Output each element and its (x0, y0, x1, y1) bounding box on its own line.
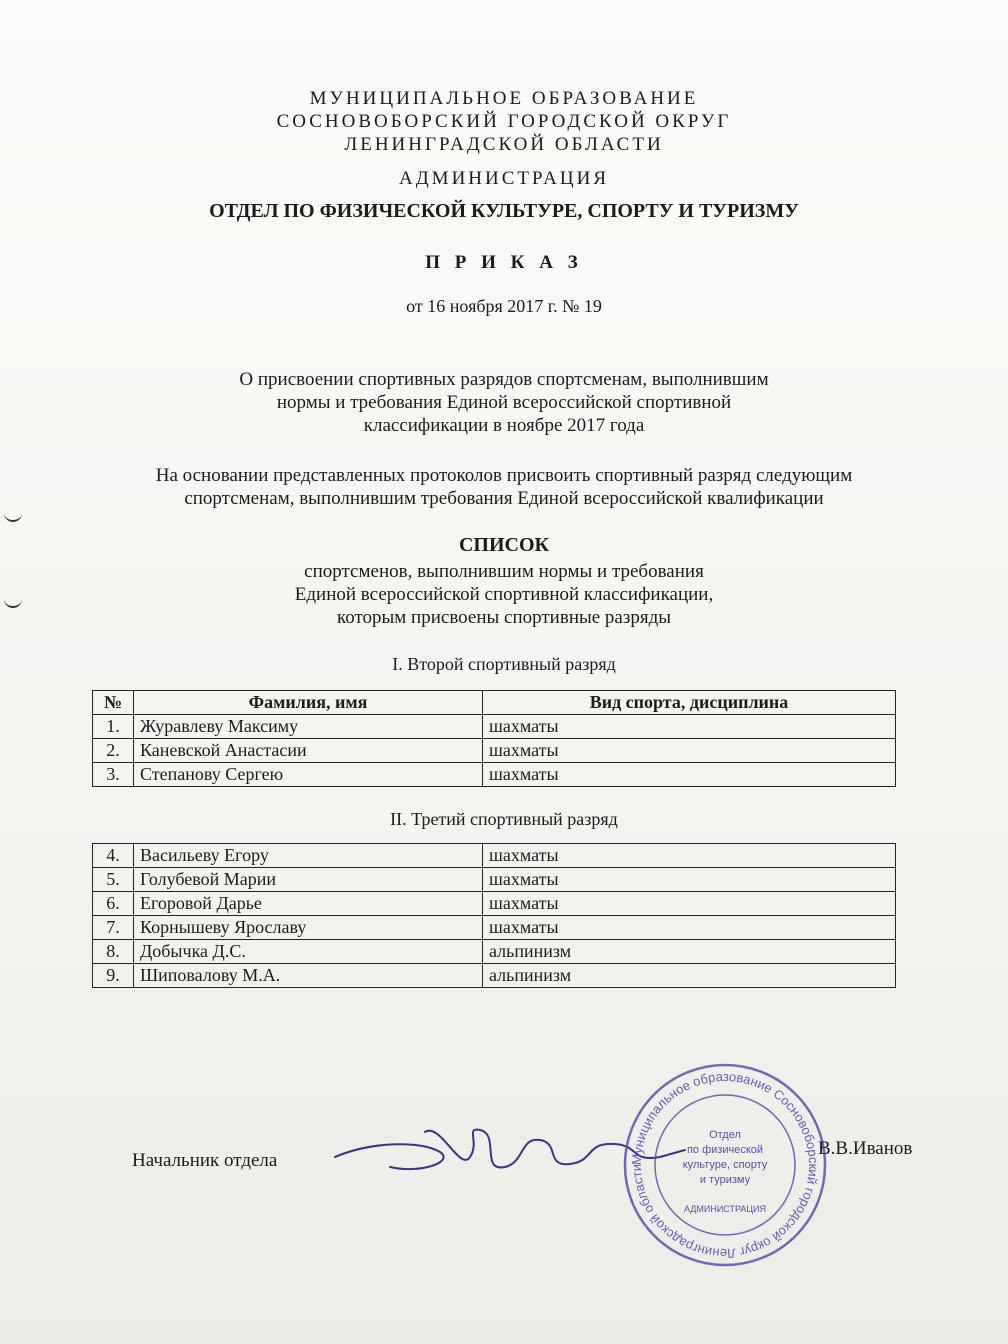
table-row (93, 940, 896, 964)
row-name: Корнышеву Ярославу (134, 916, 483, 940)
order-date-number: от 16 ноября 2017 г. № 19 (406, 296, 602, 316)
row-sport: шахматы (483, 892, 896, 916)
table-row (93, 739, 896, 763)
row-sport: шахматы (483, 715, 896, 739)
row-name: Степанову Сергею (134, 763, 483, 787)
row-sport: альпинизм (483, 940, 896, 964)
stamp-inner-line: культуре, спорту (682, 1159, 768, 1171)
punch-hole-mark (4, 510, 22, 522)
list-subtitle-2: Единой всероссийской спортивной классификации, (294, 584, 714, 605)
table-header-row (93, 691, 896, 715)
basis-line-1: На основании представленных протоколов присвоить спортивный разряд следующим (155, 465, 853, 486)
header-municipality: МУНИЦИПАЛЬНОЕ ОБРАЗОВАНИЕ (309, 88, 699, 109)
document-type: П Р И К А З (425, 252, 583, 273)
row-num: 2. (93, 739, 134, 763)
header-sport: Вид спорта, дисциплина (483, 691, 896, 715)
row-num: 9. (93, 964, 134, 988)
signatory-name: В.В.Иванов (818, 1138, 913, 1159)
table-row (93, 868, 896, 892)
basis-line-2: спортсменам, выполнившим требования Единой всероссийской квалификации (184, 488, 824, 509)
list-subtitle-3: которым присвоены спортивные разряды (336, 607, 672, 628)
table-row (93, 844, 896, 868)
stamp-inner-line: по физической (686, 1144, 764, 1156)
row-sport: шахматы (483, 844, 896, 868)
table-row (93, 892, 896, 916)
header-region: ЛЕНИНГРАДСКОЙ ОБЛАСТИ (344, 134, 664, 155)
row-name: Васильеву Егору (134, 844, 483, 868)
row-name: Егоровой Дарье (134, 892, 483, 916)
subject-line-3: классификации в ноябре 2017 года (363, 415, 645, 436)
department-title: ОТДЕЛ ПО ФИЗИЧЕСКОЙ КУЛЬТУРЕ, СПОРТУ И ТУРИЗМУ (209, 200, 799, 222)
list-subtitle-1: спортсменов, выполнившим нормы и требования (304, 561, 704, 582)
row-sport: шахматы (483, 916, 896, 940)
stamp-bottom-text: АДМИНИСТРАЦИЯ (683, 1204, 767, 1214)
row-sport: шахматы (483, 739, 896, 763)
row-num: 5. (93, 868, 134, 892)
section-2-title: II. Третий спортивный разряд (390, 809, 618, 829)
row-name: Шиповалову М.А. (134, 964, 483, 988)
row-sport: альпинизм (483, 964, 896, 988)
stamp-inner-line: Отдел (709, 1129, 741, 1141)
row-name: Каневской Анастасии (134, 739, 483, 763)
row-num: 6. (93, 892, 134, 916)
section-1-title: I. Второй спортивный разряд (392, 654, 616, 674)
section-2-table (92, 843, 896, 988)
row-name: Голубевой Марии (134, 868, 483, 892)
row-num: 4. (93, 844, 134, 868)
table-row (93, 964, 896, 988)
row-sport: шахматы (483, 868, 896, 892)
list-title: СПИСОК (458, 534, 550, 556)
row-num: 1. (93, 715, 134, 739)
header-administration: АДМИНИСТРАЦИЯ (399, 168, 609, 189)
official-stamp (620, 1060, 830, 1270)
table-row (93, 715, 896, 739)
stamp-ring-text: Муниципальное образование Сосновоборский городской округ Ленинградской области (628, 1068, 822, 1262)
row-num: 3. (93, 763, 134, 787)
header-num: № (93, 691, 134, 715)
table-row (93, 916, 896, 940)
header-name: Фамилия, имя (134, 691, 483, 715)
row-name: Журавлеву Максиму (134, 715, 483, 739)
signatory-position: Начальник отдела (132, 1150, 278, 1171)
subject-line-1: О присвоении спортивных разрядов спортсменам, выполнившим (239, 369, 769, 390)
subject-line-2: нормы и требования Единой всероссийской спортивной (276, 392, 732, 413)
row-num: 8. (93, 940, 134, 964)
table-row (93, 763, 896, 787)
row-name: Добычка Д.С. (134, 940, 483, 964)
header-district: СОСНОВОБОРСКИЙ ГОРОДСКОЙ ОКРУГ (276, 111, 732, 132)
stamp-inner-line: и туризму (699, 1174, 751, 1186)
row-sport: шахматы (483, 763, 896, 787)
section-1-table (92, 690, 896, 787)
row-num: 7. (93, 916, 134, 940)
